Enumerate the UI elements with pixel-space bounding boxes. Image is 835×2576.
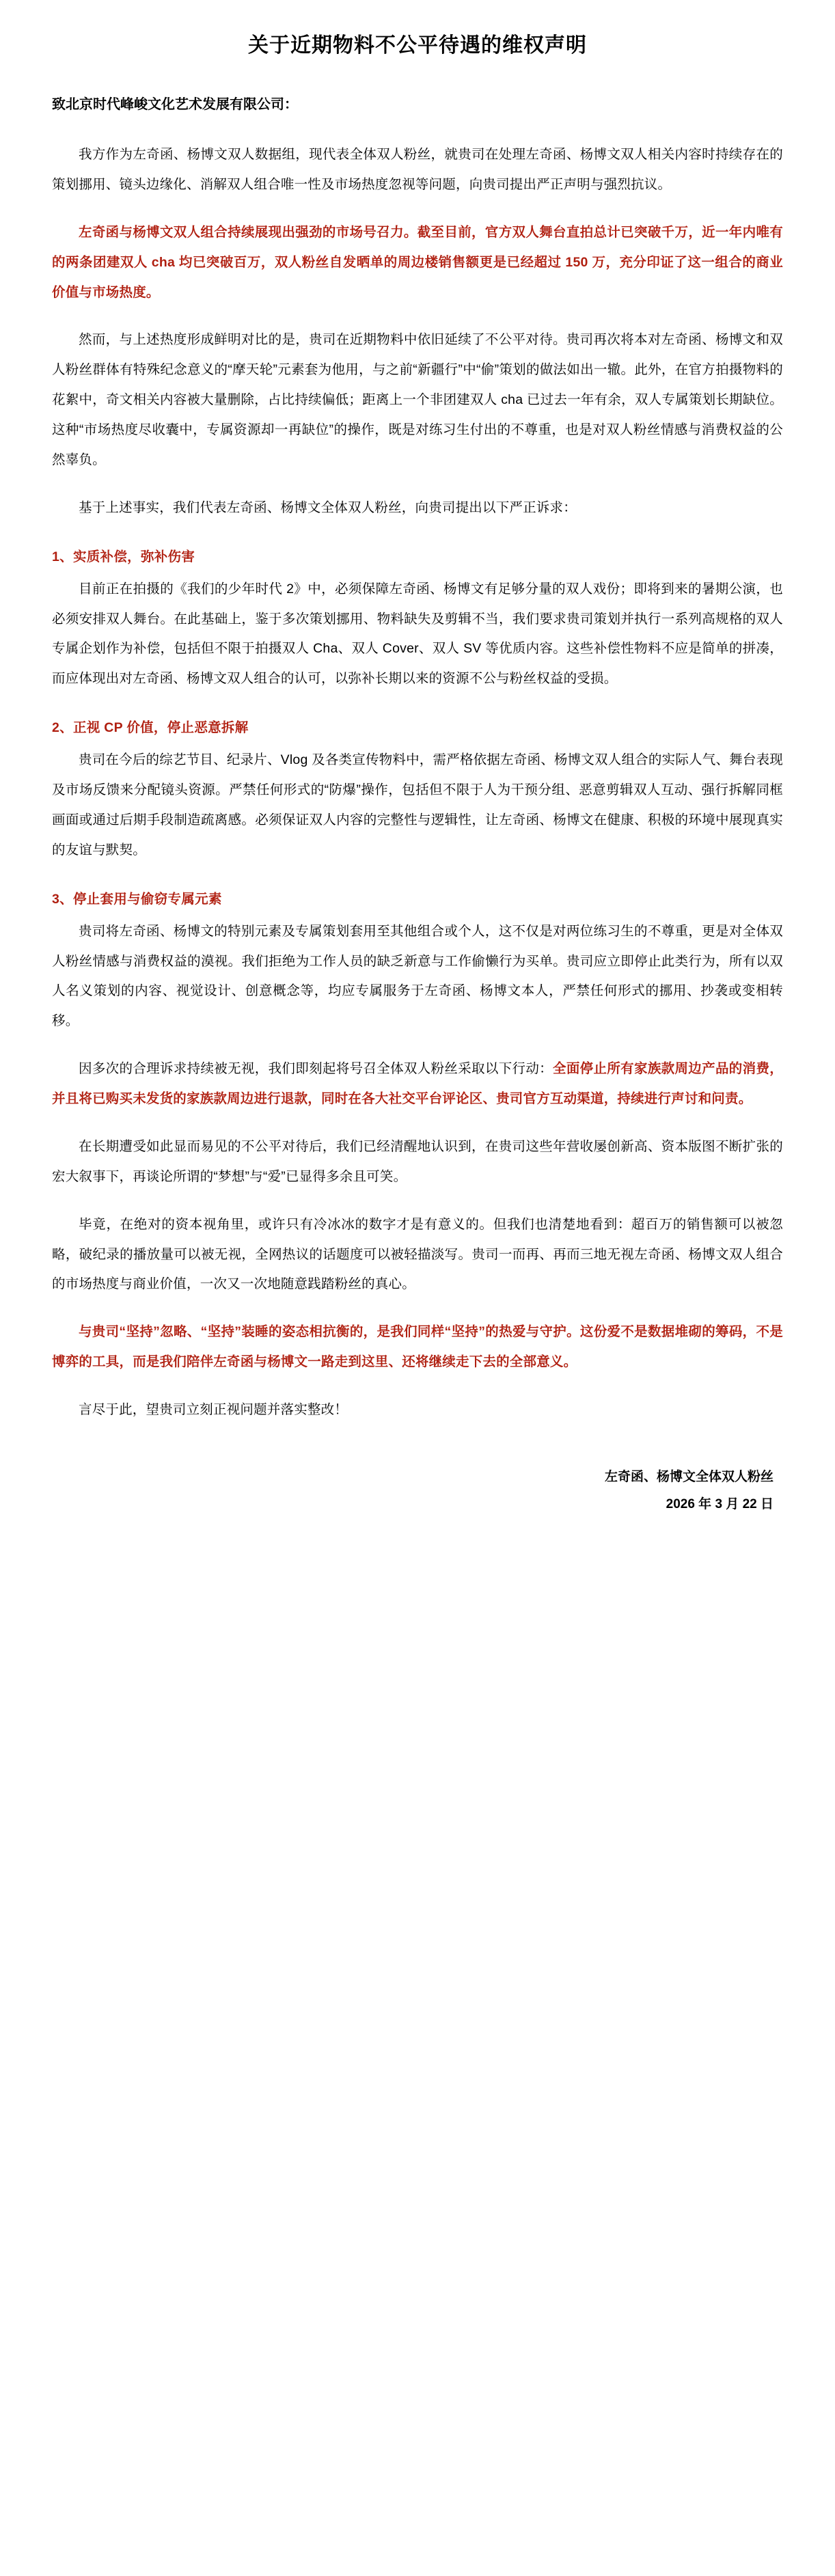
section-heading-1: 1、实质补偿，弥补伤害 xyxy=(52,549,195,564)
section-body-3: 贵司将左奇函、杨博文的特别元素及专属策划套用至其他组合或个人，这不仅是对两位练习生的不尊重，更是对全体双人粉丝情感与消费权益的漠视。我们拒绝为工作人员的缺乏新意与工作偷懒行为买单。贵司应立即停止此类行为，所有以双人名义策划的内容、视觉设计、创意概念等，均应专属服务于左奇函、杨博文本人，严禁任何形式的挪用、抄袭或变相转移。 xyxy=(52,923,783,1029)
signature-date: 2026 年 3 月 22 日 xyxy=(666,1496,774,1511)
love-statement-paragraph: 与贵司“坚持”忽略、“坚持”装睡的姿态相抗衡的，是我们同样“坚持”的热爱与守护。这份爱不是数据堆砌的筹码，不是博弈的工具，而是我们陪伴左奇函与杨博文一路走到这里、还将继续走下去的全部意义。 xyxy=(52,1324,783,1370)
signature-signer: 左奇函、杨博文全体双人粉丝 xyxy=(604,1469,774,1484)
numbers-paragraph: 毕竟，在绝对的资本视角里，或许只有冷冰冰的数字才是有意义的。但我们也清楚地看到：超百万的销售额可以被忽略，破纪录的播放量可以被无视，全网热议的话题度可以被轻描淡写。贵司一而再、再而三地无视左奇函、杨博文双人组合的市场热度与商业价值，一次又一次地随意践踏粉丝的真心。 xyxy=(52,1216,783,1292)
page-title: 关于近期物料不公平待遇的维权声明 xyxy=(248,34,587,57)
section-heading-3: 3、停止套用与偷窃专属元素 xyxy=(52,891,222,907)
market-highlight-paragraph: 左奇函与杨博文双人组合持续展现出强劲的市场号召力。截至目前，官方双人舞台直拍总计已突破千万，近一年内唯有的两条团建双人 cha 均已突破百万，双人粉丝自发晒单的周边楼销售额更是已经超过 150 万，充分印证了这一组合的商业价值与市场热度。 xyxy=(52,224,783,300)
intro-paragraph: 我方作为左奇函、杨博文双人数据组，现代表全体双人粉丝，就贵司在处理左奇函、杨博文双人相关内容时持续存在的策划挪用、镜头边缘化、消解双人组合唯一性及市场热度忽视等问题，向贵司提出严正声明与强烈抗议。 xyxy=(52,147,783,192)
final-call-paragraph: 言尽于此，望贵司立刻正视问题并落实整改！ xyxy=(79,1402,348,1417)
reflection-paragraph: 在长期遭受如此显而易见的不公平对待后，我们已经清醒地认识到，在贵司这些年营收屡创新高、资本版图不断扩张的宏大叙事下，再谈论所谓的“梦想”与“爱”已显得多余且可笑。 xyxy=(52,1138,783,1184)
unfair-treatment-paragraph: 然而，与上述热度形成鲜明对比的是，贵司在近期物料中依旧延续了不公平对待。贵司再次将本对左奇函、杨博文和双人粉丝群体有特殊纪念意义的“摩天轮”元素套为他用，与之前“新疆行”中“偷”策划的做法如出一辙。此外，在官方拍摄物料的花絮中，奇文相关内容被大量删除，占比持续偏低；距离上一个非团建双人 cha 已过去一年有余，双人专属策划长期缺位。这种“市场热度尽收囊中，专属资源却一再缺位”的操作，既是对练习生付出的不尊重，也是对双人粉丝情感与消费权益的公然辜负。 xyxy=(52,332,783,467)
signature-block xyxy=(52,1464,783,1518)
section-body-1: 目前正在拍摄的《我们的少年时代 2》中，必须保障左奇函、杨博文有足够分量的双人戏份；即将到来的暑期公演，也必须安排双人舞台。在此基础上，鉴于多次策划挪用、物料缺失及剪辑不当，我们要求贵司策划并执行一系列高规格的双人专属企划作为补偿，包括但不限于拍摄双人 Cha、双人 Cover、双人 SV 等优质内容。这些补偿性物料不应是简单的拼凑，而应体现出对左奇函、杨博文双人组合的认可，以弥补长期以来的资源不公与粉丝权益的受损。 xyxy=(52,581,783,687)
action-paragraph-black: 因多次的合理诉求持续被无视，我们即刻起将号召全体双人粉丝采取以下行动： xyxy=(79,1061,553,1077)
action-paragraph-red: 全面停止所有家族款周边产品的消费，并且将已购买未发货的家族款周边进行退款，同时在各大社交平台评论区、贵司官方互动渠道，持续进行声讨和问责。 xyxy=(52,1061,783,1106)
salutation-line: 致北京时代峰峻文化艺术发展有限公司： xyxy=(52,97,298,112)
demands-intro-paragraph: 基于上述事实，我们代表左奇函、杨博文全体双人粉丝，向贵司提出以下严正诉求： xyxy=(79,499,577,515)
section-body-2: 贵司在今后的综艺节目、纪录片、Vlog 及各类宣传物料中，需严格依据左奇函、杨博文双人组合的实际人气、舞台表现及市场反馈来分配镜头资源。严禁任何形式的“防爆”操作，包括但不限于人为干预分组、恶意剪辑双人互动、强行拆解同框画面或通过后期手段制造疏离感。必须保证双人内容的完整性与逻辑性，让左奇函、杨博文在健康、积极的环境中展现真实的友谊与默契。 xyxy=(52,752,783,858)
action-paragraph xyxy=(52,1054,783,1114)
section-heading-2: 2、正视 CP 价值，停止恶意拆解 xyxy=(52,720,249,736)
